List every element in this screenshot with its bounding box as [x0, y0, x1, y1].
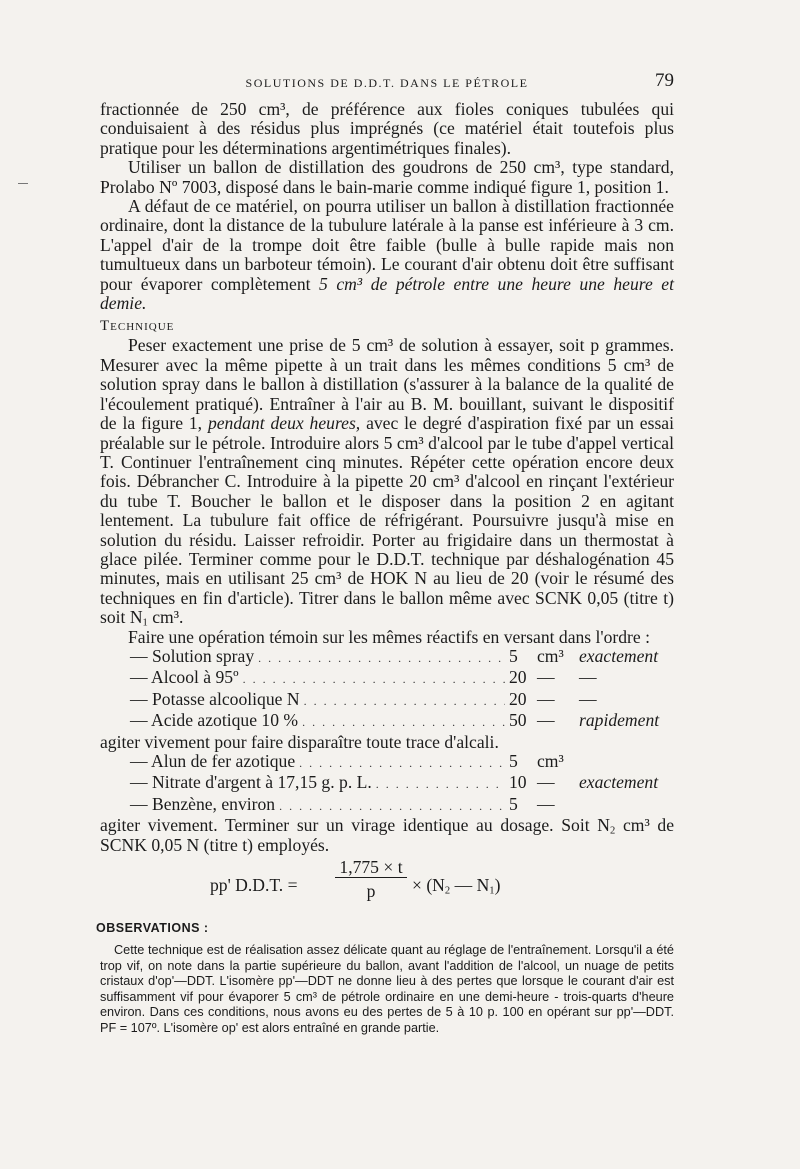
reagent-note: exactement [579, 772, 659, 793]
paragraph-continuation: fractionnée de 250 cm³, de préférence aux fioles coniques tubulées qui conduisaient à des résidus plus imprégnés (ce matériel était toutefois plus pratique pour les déterminations argentimétriques finales). [100, 99, 674, 158]
reagent-row [100, 795, 674, 816]
reagent-name: — Acide azotique 10 % [130, 710, 299, 731]
reagent-name: — Alcool à 95º [130, 667, 239, 688]
paragraph-agitate-1: agiter vivement pour faire disparaître toute trace d'alcali. [100, 731, 499, 752]
reagent-row [100, 647, 674, 668]
formula-rhs-a: × (N [412, 875, 445, 896]
reagent-row [100, 752, 674, 773]
technique-emphasis: pendant deux heures, [207, 413, 361, 434]
reagent-name: — Alun de fer azotique [130, 751, 296, 771]
dot-leader [304, 692, 505, 711]
reagent-unit: — [537, 667, 555, 688]
formula-rhs [412, 875, 500, 896]
formula-rhs-mid: — N [450, 875, 490, 896]
reagent-note: — [579, 667, 597, 688]
reagent-unit: — [537, 688, 555, 709]
reagent-unit: — [537, 793, 555, 814]
reagent-note: rapidement [579, 710, 660, 731]
observations-heading: OBSERVATIONS : [96, 921, 209, 936]
formula-sub-2: 2 [444, 885, 451, 897]
page-header [100, 70, 674, 100]
paragraph-alternative-emphasis: 5 cm³ de pétrole entre une heure une heure et demie. [100, 273, 674, 314]
reagent-name: — Solution spray [130, 645, 255, 666]
paragraph-technique [100, 336, 674, 627]
technique-sub: 1 [142, 617, 148, 629]
formula-lhs: pp' D.D.T. = [210, 875, 298, 896]
agitate-sub: 2 [610, 825, 616, 837]
reagent-row [100, 668, 674, 689]
reagent-row [100, 773, 674, 794]
reagent-amount: 20 [509, 667, 527, 688]
dot-leader [302, 713, 505, 732]
dot-leader [258, 649, 505, 668]
document-page [96, 70, 674, 1037]
margin-mark [18, 183, 28, 184]
formula-numerator: 1,775 × t [339, 857, 403, 878]
formula-sub-1: 1 [489, 885, 495, 897]
reagent-unit: cm³ [537, 751, 564, 771]
section-heading-technique: Technique [100, 318, 175, 335]
observations-text: Cette technique est de réalisation assez délicate quant au réglage de l'entraînement. Lorsqu'il a été trop vif, on note dans la partie supérieure du ballon, avant l'addition de l'alcool, un nuage de petits cristaux d'op'—DDT. L'isomère pp'—DDT ne donne lieu à des pertes que lorsque le courant d'air est suffisamment vif pour évaporer 5 cm³ de pétrole ordinaire en une demi-heure - trois-quarts d'heure environ. Dans ces conditions, nous avons eu des pertes de 5 à 10 p. 100 en opérant sur pp'—DDT. PF = 107º. L'isomère op' est alors entraîné en grande partie. [100, 943, 674, 1035]
technique-text-a: Peser exactement une prise de 5 cm³ de solution à essayer, soit p grammes. Mesurer avec la même pipette à un trait dans les mêmes conditions 5 cm³ de solution spray dans le ballon à distillation (s'assurer à la balance de la qualité de l'écoulement pratiqué). Entraîner à l'air au B. M. bouillant, suivant le dispositif de la figure 1, [100, 335, 674, 434]
paragraph-control: Faire une opération témoin sur les mêmes réactifs en versant dans l'ordre : [128, 626, 651, 647]
technique-end: cm³. [147, 607, 184, 628]
reagent-unit: cm³ [537, 645, 564, 666]
running-title: SOLUTIONS DE D.D.T. DANS LE PÉTROLE [245, 76, 529, 90]
formula-fraction [333, 857, 409, 904]
reagent-amount: 5 [509, 645, 518, 666]
agitate-text-b: cm³ de SCNK 0,05 N (titre t) employés. [100, 815, 674, 855]
reagent-note: exactement [579, 645, 659, 666]
result-formula [100, 857, 674, 917]
paragraph-alternative [100, 197, 674, 313]
reagent-list-1 [100, 647, 674, 733]
reagent-unit: — [537, 772, 555, 793]
reagent-unit: — [537, 710, 555, 731]
reagent-amount: 5 [509, 751, 518, 771]
paragraph-alternative-text: A défaut de ce matériel, on pourra utiliser un ballon à distillation fractionnée ordinaire, dont la distance de la tubulure latérale à la panse est inférieure à 3 cm. L'appel d'air de la trompe doit être faible (bulle à bulle rapide mais non tumultueux dans un barboteur témoin). Le courant d'air obtenu doit être suffisant pour évaporer complètement [100, 196, 674, 294]
dot-leader [279, 797, 505, 816]
technique-text-b: avec le degré d'aspiration fixé par un essai préalable sur le pétrole. Introduire alors 5 cm³ d'alcool par le tube d'appel vertical T. Continuer l'entraînement cinq minutes. Répéter cette opération encore deux fois. Débrancher C. Introduire à la pipette 20 cm³ d'alcool en rinçant l'extérieur du tube T. Boucher le ballon et le disposer dans la position 2 en agitant lentement. La tubulure fait office de réfrigérant. Poursuivre jusqu'à mise en solution du résidu. Laisser refroidir. Porter au frigidaire dans un thermostat à glace pilée. Terminer comme pour le D.D.T. technique par déshalogénation 45 minutes, mais en utilisant 25 cm³ de HOK N au lieu de 20 (voir le résumé des techniques en fin d'article). Titrer dans le ballon même avec SCNK 0,05 (titre t) soit N [100, 413, 674, 628]
reagent-amount: 20 [509, 688, 527, 709]
formula-rhs-end: ) [494, 875, 501, 896]
paragraph-flask: Utiliser un ballon de distillation des goudrons de 250 cm³, type standard, Prolabo Nº 7003, disposé dans le bain-marie comme indiqué figure 1, position 1. [100, 157, 674, 197]
reagent-amount: 50 [509, 710, 527, 731]
reagent-name: — Nitrate d'argent à 17,15 g. p. L. [130, 772, 372, 793]
dot-leader [299, 754, 505, 773]
reagent-name: — Benzène, environ [130, 793, 276, 814]
dot-leader [376, 775, 505, 794]
reagent-amount: 5 [509, 793, 518, 814]
dot-leader [243, 670, 505, 689]
reagent-row [100, 711, 674, 732]
agitate-text-a: agiter vivement. Terminer sur un virage identique au dosage. Soit N [100, 815, 610, 836]
reagent-note: — [579, 688, 597, 709]
paragraph-agitate-2 [100, 816, 674, 855]
reagent-row [100, 690, 674, 711]
reagent-list-2 [100, 752, 674, 816]
reagent-amount: 10 [509, 772, 527, 793]
reagent-name: — Potasse alcoolique N [130, 688, 300, 709]
page-number: 79 [655, 70, 674, 91]
formula-denominator: p [366, 881, 376, 902]
